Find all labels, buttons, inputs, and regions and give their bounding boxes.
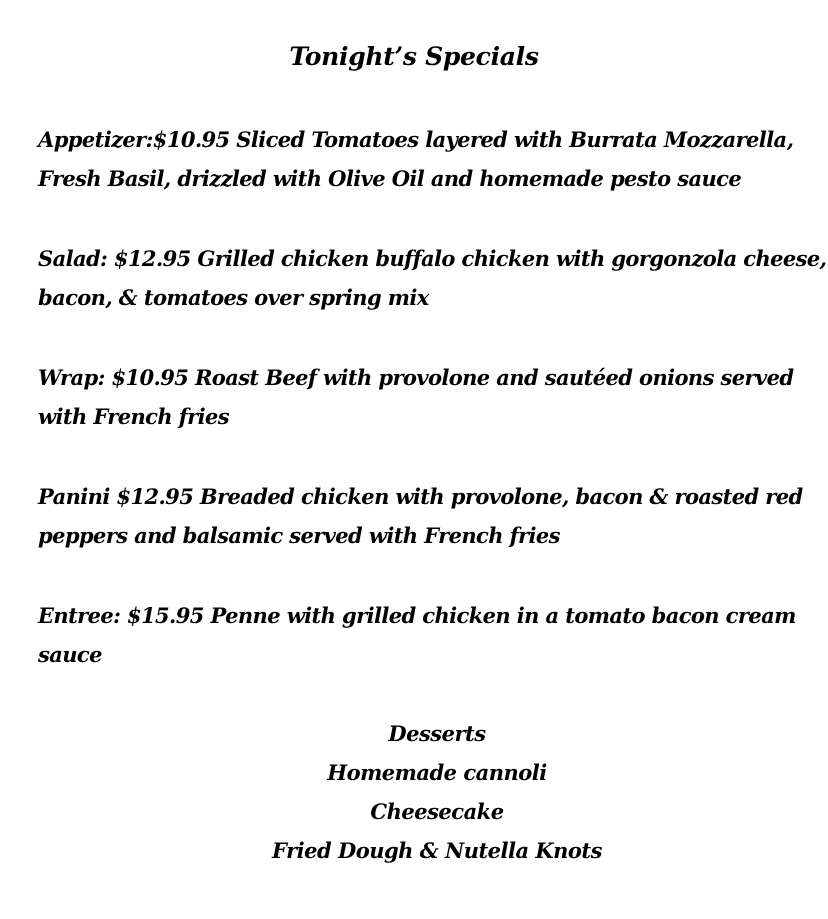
special-salad — [38, 239, 827, 317]
special-wrap-line-2: with French fries — [38, 404, 229, 429]
special-entree-line-2: sauce — [38, 642, 102, 667]
dessert-item: Fried Dough & Nutella Knots — [272, 838, 602, 863]
special-wrap — [38, 358, 818, 436]
special-salad-line-2: bacon, & tomatoes over spring mix — [38, 285, 429, 310]
special-panini-line-1: Panini $12.95 Breaded chicken with provolone, bacon & roasted red — [38, 484, 803, 509]
special-panini-line-2: peppers and balsamic served with French fries — [38, 523, 560, 548]
dessert-item: Cheesecake — [370, 799, 504, 824]
special-appetizer-line-2: Fresh Basil, drizzled with Olive Oil and homemade pesto sauce — [38, 166, 742, 191]
desserts-heading: Desserts — [388, 721, 486, 746]
special-entree — [38, 596, 818, 674]
special-appetizer-line-1: Appetizer:$10.95 Sliced Tomatoes layered with Burrata Mozzarella, — [38, 127, 794, 152]
special-wrap-line-1: Wrap: $10.95 Roast Beef with provolone and sautéed onions served — [38, 365, 794, 390]
special-salad-line-1: Salad: $12.95 Grilled chicken buffalo chicken with gorgonzola cheese, — [38, 246, 827, 271]
page-title: Tonight’s Specials — [289, 42, 539, 71]
special-panini — [38, 477, 818, 555]
desserts-section — [0, 714, 828, 870]
special-appetizer — [38, 120, 818, 198]
special-entree-line-1: Entree: $15.95 Penne with grilled chicken in a tomato bacon cream — [38, 603, 796, 628]
dessert-item: Homemade cannoli — [327, 760, 547, 785]
